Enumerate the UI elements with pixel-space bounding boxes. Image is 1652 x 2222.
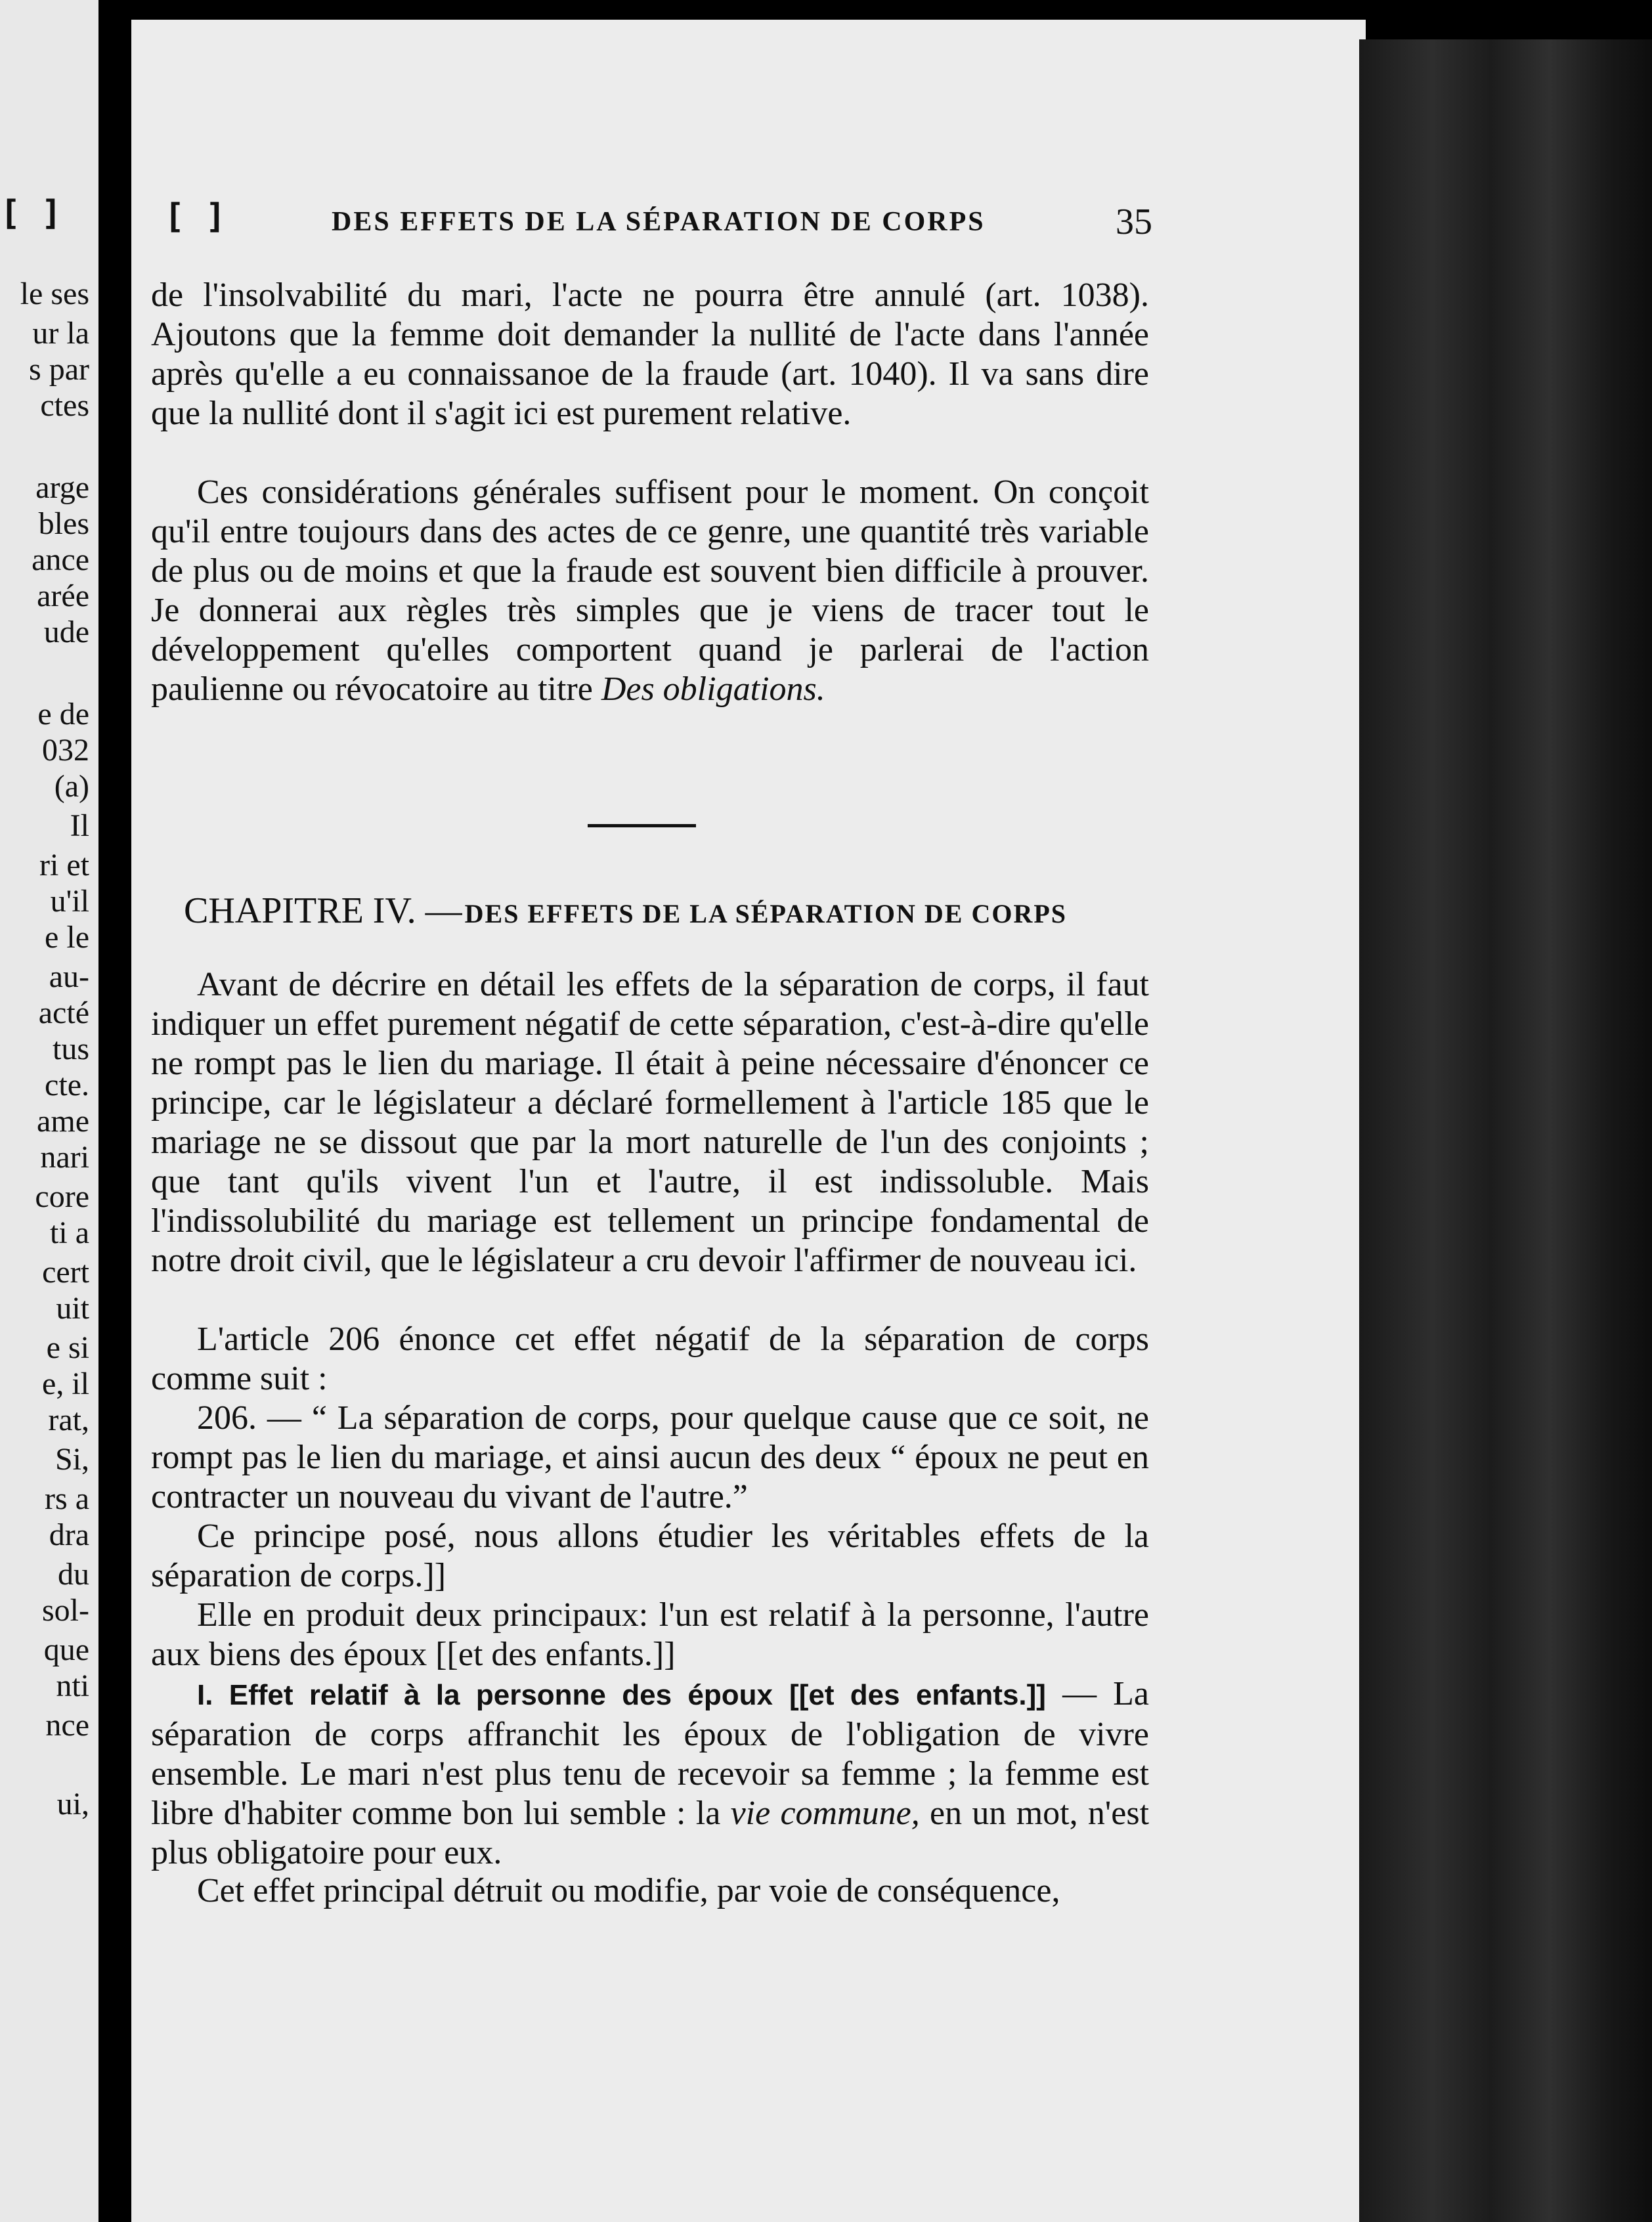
paragraph-6 [151, 1517, 1149, 1596]
paragraph-2-italic-title: Des obligations. [601, 670, 825, 708]
left-page-line: cte. [45, 1068, 89, 1102]
left-page-line: ctes [40, 388, 89, 423]
left-page-line: ude [43, 615, 89, 649]
left-page-line: Si, [54, 1442, 89, 1477]
left-page-line: (a) [54, 769, 89, 804]
section-heading-personne: I. Effet relatif à la personne des époux [197, 1679, 773, 1711]
paragraph-4-text: L'article 206 énonce cet effet négatif de la séparation de corps comme suit : [151, 1320, 1149, 1397]
left-page-line: bles [38, 506, 89, 541]
page-number: 35 [1116, 202, 1152, 242]
left-page-line: nce [45, 1708, 89, 1743]
section-rule [588, 824, 696, 827]
paragraph-8-text-end: en un mot, n'est plus obligatoire pour eux. [151, 1795, 1150, 1871]
left-page-line: tus [52, 1032, 89, 1066]
chapter-title: DES EFFETS DE LA SÉPARATION DE CORPS [464, 899, 1068, 928]
left-page-line: rs a [45, 1481, 89, 1516]
left-page-line: e si [46, 1330, 89, 1365]
left-page-line: core [35, 1179, 89, 1214]
running-title: DES EFFETS DE LA SÉPARATION DE CORPS [332, 207, 986, 237]
left-page-line: rat, [48, 1403, 89, 1437]
paragraph-3 [151, 965, 1149, 1280]
paragraph-7-text: Elle en produit deux principaux: l'un est relatif à la personne, l'autre aux biens des époux [[et des enfants.]] [151, 1596, 1149, 1673]
left-page-line: Il [70, 808, 89, 843]
left-page-line: que [43, 1632, 89, 1667]
paragraph-2 [151, 473, 1149, 709]
left-page-line: le ses [20, 276, 89, 311]
left-page-line: uit [56, 1291, 89, 1326]
paragraph-3-text: Avant de décrire en détail les effets de la séparation de corps, il faut indiquer un effet purement négatif de cette séparation, c'est-à-dire qu'elle ne rompt pas le lien du mariage. Il était à peine nécessaire d'énoncer ce principe, car le législateur a déclaré formellement à l'article 185 que le mariage ne se dissout que par la mort naturelle de l'un des conjoints ; que tant qu'ils vivent l'un et l'autre, il est indissoluble. Mais l'indissolubilité du mariage est tellement un principe fondamental de notre droit civil, que le législateur a cru devoir l'affirmer de nouveau ici. [151, 966, 1149, 1279]
left-page-line: dra [49, 1517, 89, 1552]
running-header [164, 197, 1152, 256]
left-page-line: e de [37, 697, 89, 731]
left-page-line: sol- [42, 1593, 89, 1628]
adjacent-page-fragment [0, 0, 98, 2222]
left-page-line: acté [38, 995, 89, 1030]
left-page-line: 032 [42, 733, 89, 768]
paragraph-6-text: Ce principe posé, nous allons étudier les véritables effets de la séparation de corps.]] [151, 1517, 1149, 1594]
chapter-heading [184, 890, 1169, 932]
left-page-line: nari [40, 1140, 89, 1175]
article-quote [151, 1399, 1149, 1517]
left-page-line: e, il [42, 1366, 89, 1401]
paragraph-1 [151, 276, 1149, 433]
left-page-bracket: [ ] [0, 194, 62, 233]
section-heading-enfants: [[et des enfants.]] [789, 1679, 1046, 1711]
paragraph-9-text: Cet effet principal détruit ou modifie, par voie de conséquence, [197, 1872, 1060, 1909]
page-edge-stack [1359, 39, 1652, 2222]
left-page-line: ui, [56, 1787, 89, 1821]
paragraph-8-text: — La séparation de corps affranchit les époux de l'obligation de vivre ensemble. Le mari n'est plus tenu de recevoir sa femme ; la femme est libre d'habiter comme bon lui semble : la [151, 1675, 1150, 1832]
paragraph-8-italic: vie commune, [730, 1795, 920, 1832]
left-page-line: ur la [32, 316, 89, 351]
paragraph-2-text: Ces considérations générales suffisent pour le moment. On conçoit qu'il entre toujours dans des actes de ce genre, une quantité très variable de plus ou de moins et que la fraude est souvent bien difficile à prouver. Je donnerai aux règles très simples que je viens de tracer tout le développement qu'elles comportent quand je parlerai de l'action paulienne ou révocatoire au titre [151, 473, 1149, 708]
left-page-line: arge [35, 470, 89, 505]
left-page-line: du [58, 1557, 89, 1592]
left-page-line: e le [45, 920, 89, 955]
left-page-line: au- [49, 959, 89, 994]
left-page-line: cert [42, 1255, 89, 1290]
paragraph-1-text: de l'insolvabilité du mari, l'acte ne pourra être annulé (art. 1038). Ajoutons que la femme doit demander la nullité de l'acte dans l'année après qu'elle a eu connaissanoe de la fraude (art. 1040). Il va sans dire que la nullité dont il s'agit ici est purement relative. [151, 276, 1149, 432]
paragraph-9 [151, 1871, 1149, 1911]
left-page-line: ance [32, 542, 89, 577]
left-page-line: nti [56, 1668, 89, 1703]
paragraph-4 [151, 1320, 1149, 1399]
paragraph-8 [151, 1674, 1149, 1873]
chapter-number: CHAPITRE IV. — [184, 890, 462, 931]
left-page-line: s par [29, 352, 89, 387]
header-bracket: [ ] [164, 197, 226, 236]
left-page-line: ri et [39, 848, 89, 882]
left-page-line: ame [37, 1104, 89, 1139]
left-page-line: ti a [50, 1215, 89, 1250]
left-page-line: u'il [50, 884, 89, 919]
left-page-line: arée [37, 578, 89, 613]
paragraph-7 [151, 1596, 1149, 1674]
article-quote-text: 206. — “ La séparation de corps, pour quelque cause que ce soit, ne rompt pas le lien du mariage, et ainsi aucun des deux “ époux ne peut en contracter un nouveau du vivant de l'autre.” [151, 1399, 1149, 1515]
